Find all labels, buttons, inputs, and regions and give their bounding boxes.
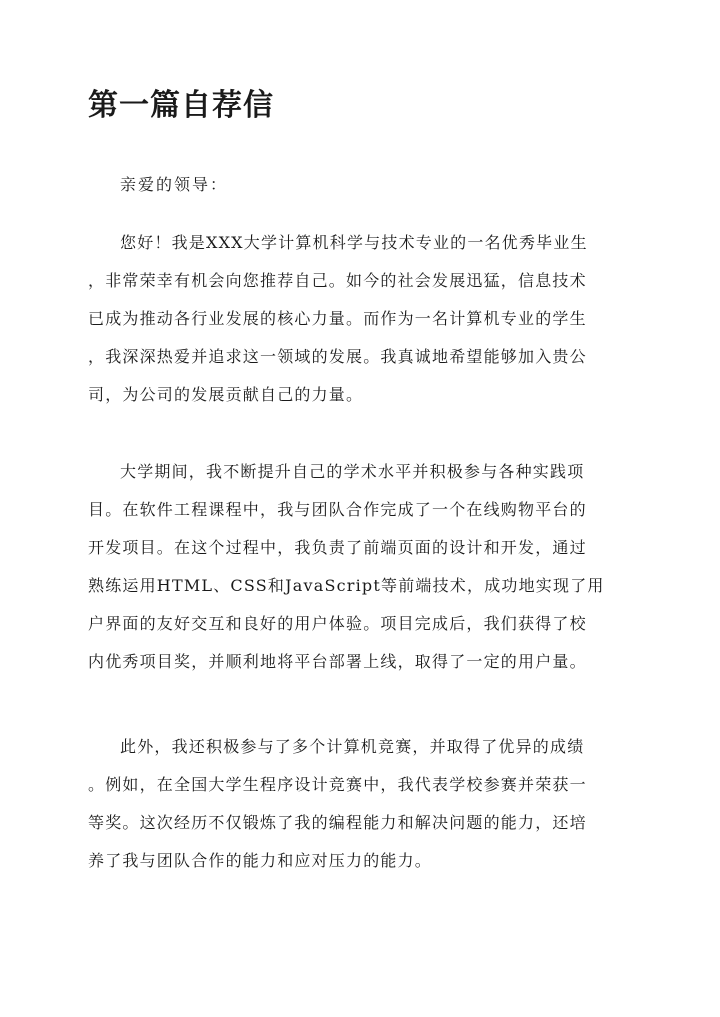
paragraph-line: 开发项目。在这个过程中，我负责了前端页面的设计和开发，通过 (88, 538, 587, 557)
paragraph-line: 司，为公司的发展贡献自己的力量。 (88, 385, 364, 404)
paragraph-line: 大学期间，我不断提升自己的学术水平并积极参与各种实践项 (120, 462, 585, 481)
paragraph-competitions (88, 734, 636, 886)
paragraph-line: 户界面的友好交互和良好的用户体验。项目完成后，我们获得了校 (88, 614, 587, 633)
paragraph-university-experience (88, 459, 636, 687)
paragraph-introduction (88, 230, 636, 420)
paragraph-line: ，非常荣幸有机会向您推荐自己。如今的社会发展迅猛，信息技术 (88, 271, 587, 290)
document-title: 第一篇自荐信 (88, 88, 274, 123)
paragraph-line: 内优秀项目奖，并顺利地将平台部署上线，取得了一定的用户量。 (88, 652, 587, 671)
paragraph-line: 熟练运用HTML、CSS和JavaScript等前端技术，成功地实现了用 (88, 576, 605, 595)
salutation: 亲爱的领导： (120, 175, 229, 194)
paragraph-line: 您好！我是XXX大学计算机科学与技术专业的一名优秀毕业生 (120, 233, 588, 252)
paragraph-line: 目。在软件工程课程中，我与团队合作完成了一个在线购物平台的 (88, 500, 587, 519)
paragraph-line: 养了我与团队合作的能力和应对压力的能力。 (88, 851, 433, 870)
paragraph-line: 此外，我还积极参与了多个计算机竞赛，并取得了优异的成绩 (120, 737, 585, 756)
paragraph-line: 已成为推动各行业发展的核心力量。而作为一名计算机专业的学生 (88, 309, 587, 328)
paragraph-line: 等奖。这次经历不仅锻炼了我的编程能力和解决问题的能力，还培 (88, 813, 587, 832)
paragraph-line: ，我深深热爱并追求这一领域的发展。我真诚地希望能够加入贵公 (88, 347, 587, 366)
paragraph-line: 。例如，在全国大学生程序设计竞赛中，我代表学校参赛并荣获一 (88, 775, 587, 794)
